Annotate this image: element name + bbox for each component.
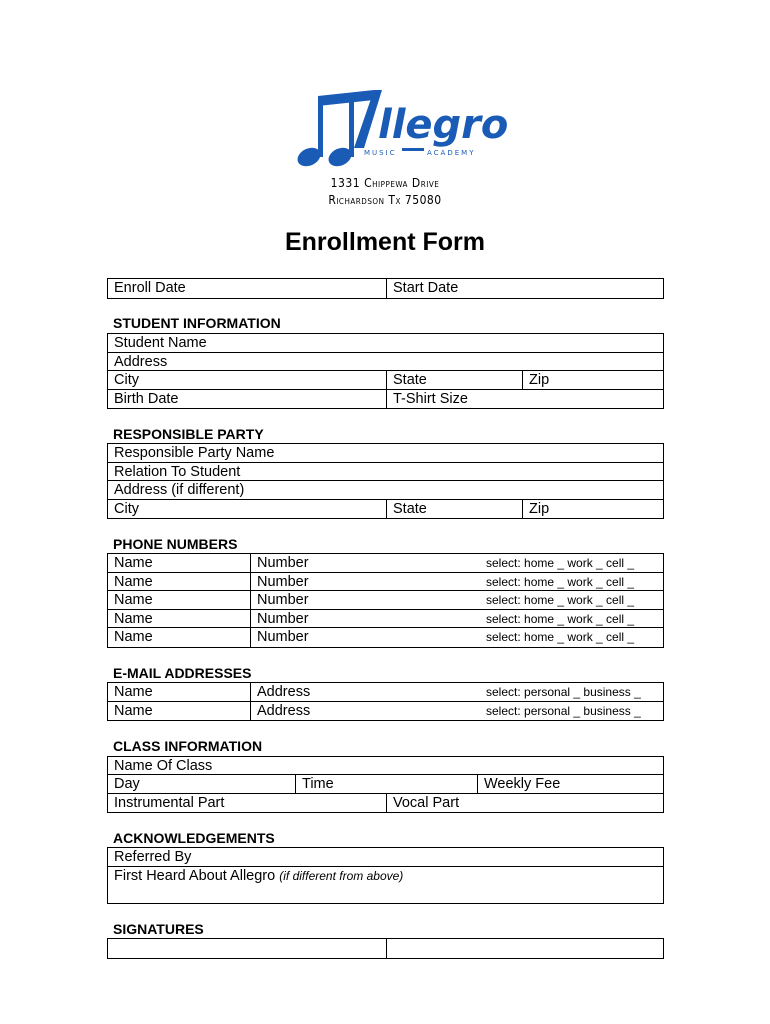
phone-number-field[interactable]: Number	[250, 610, 475, 628]
phone-name-field[interactable]: Name	[114, 573, 153, 590]
class-table	[107, 756, 664, 813]
allegro-logo	[294, 88, 509, 170]
first-heard-label: First Heard About Allegro	[114, 868, 276, 884]
phone-type-select[interactable]: select: home _ work _ cell _	[486, 630, 635, 644]
phone-type-select[interactable]: select: home _ work _ cell _	[486, 593, 635, 607]
class-day-field[interactable]: Day	[114, 776, 140, 792]
signature-field-2[interactable]	[386, 939, 663, 958]
weekly-fee-field[interactable]: Weekly Fee	[477, 775, 663, 793]
phone-name-field[interactable]: Name	[114, 629, 153, 645]
phone-name-field[interactable]: Name	[114, 610, 153, 627]
responsible-name-field[interactable]: Responsible Party Name	[114, 445, 275, 461]
student-heading: STUDENT INFORMATION	[113, 315, 281, 331]
ack-table	[107, 847, 664, 904]
phone-name-field[interactable]: Name	[114, 592, 153, 608]
emails-heading: E-MAIL ADDRESSES	[113, 665, 252, 681]
address-line-1: 1331 Chippewa Drive	[330, 176, 440, 190]
phone-type-select[interactable]: select: home _ work _ cell _	[486, 556, 635, 570]
logo-music: MUSIC	[364, 149, 397, 157]
vocal-part-field[interactable]: Vocal Part	[386, 794, 663, 812]
responsible-state-field[interactable]: State	[386, 500, 522, 518]
referred-by-field[interactable]: Referred By	[114, 849, 192, 865]
student-name-field[interactable]: Student Name	[114, 335, 207, 351]
phone-type-select[interactable]: select: home _ work _ cell _	[486, 574, 635, 589]
responsible-city-field[interactable]: City	[114, 501, 139, 517]
birth-date-field[interactable]: Birth Date	[114, 391, 179, 407]
relation-field[interactable]: Relation To Student	[114, 464, 241, 480]
responsible-zip-field[interactable]: Zip	[522, 500, 663, 518]
phone-name-field[interactable]: Name	[114, 555, 153, 571]
phone-type-select[interactable]: select: home _ work _ cell _	[486, 611, 635, 626]
class-time-field[interactable]: Time	[295, 775, 477, 793]
email-address-field[interactable]: Address	[250, 683, 475, 701]
ack-heading: ACKNOWLEDGEMENTS	[113, 830, 275, 846]
signatures-table	[107, 938, 664, 959]
student-zip-field[interactable]: Zip	[522, 371, 663, 389]
dates-table	[107, 278, 664, 299]
logo-wordmark: llegro	[378, 102, 509, 148]
start-date-field[interactable]: Start Date	[386, 279, 663, 298]
email-name-field[interactable]: Name	[114, 703, 153, 719]
class-name-field[interactable]: Name Of Class	[114, 758, 213, 774]
enroll-date-field[interactable]: Enroll Date	[114, 280, 186, 296]
responsible-table	[107, 443, 664, 519]
email-address-field[interactable]: Address	[250, 702, 475, 720]
phone-number-field[interactable]: Number	[250, 573, 475, 591]
phones-heading: PHONE NUMBERS	[113, 536, 238, 552]
signatures-heading: SIGNATURES	[113, 921, 204, 937]
address-line-2: Richardson Tx 75080	[328, 193, 442, 207]
first-heard-field[interactable]	[108, 867, 403, 903]
tshirt-size-field[interactable]: T-Shirt Size	[386, 390, 663, 408]
email-name-field[interactable]: Name	[114, 684, 153, 700]
emails-table	[107, 682, 664, 721]
page-title: Enrollment Form	[284, 228, 485, 256]
instrumental-part-field[interactable]: Instrumental Part	[114, 795, 225, 811]
responsible-heading: RESPONSIBLE PARTY	[113, 426, 264, 442]
student-state-field[interactable]: State	[386, 371, 522, 389]
logo-academy: ACADEMY	[427, 149, 476, 157]
student-address-field[interactable]: Address	[114, 354, 168, 370]
phone-number-field[interactable]: Number	[250, 591, 475, 609]
class-heading: CLASS INFORMATION	[113, 738, 263, 754]
responsible-address-field[interactable]: Address (if different)	[114, 482, 245, 498]
email-type-select[interactable]: select: personal _ business _	[486, 685, 641, 699]
phone-number-field[interactable]: Number	[250, 554, 475, 572]
first-heard-note: (if different from above)	[279, 869, 404, 883]
signature-field-1[interactable]	[108, 939, 386, 958]
email-type-select[interactable]: select: personal _ business _	[486, 704, 641, 718]
student-city-field[interactable]: City	[114, 372, 139, 388]
phone-number-field[interactable]: Number	[250, 628, 475, 647]
phones-table	[107, 553, 664, 648]
student-table	[107, 333, 664, 409]
